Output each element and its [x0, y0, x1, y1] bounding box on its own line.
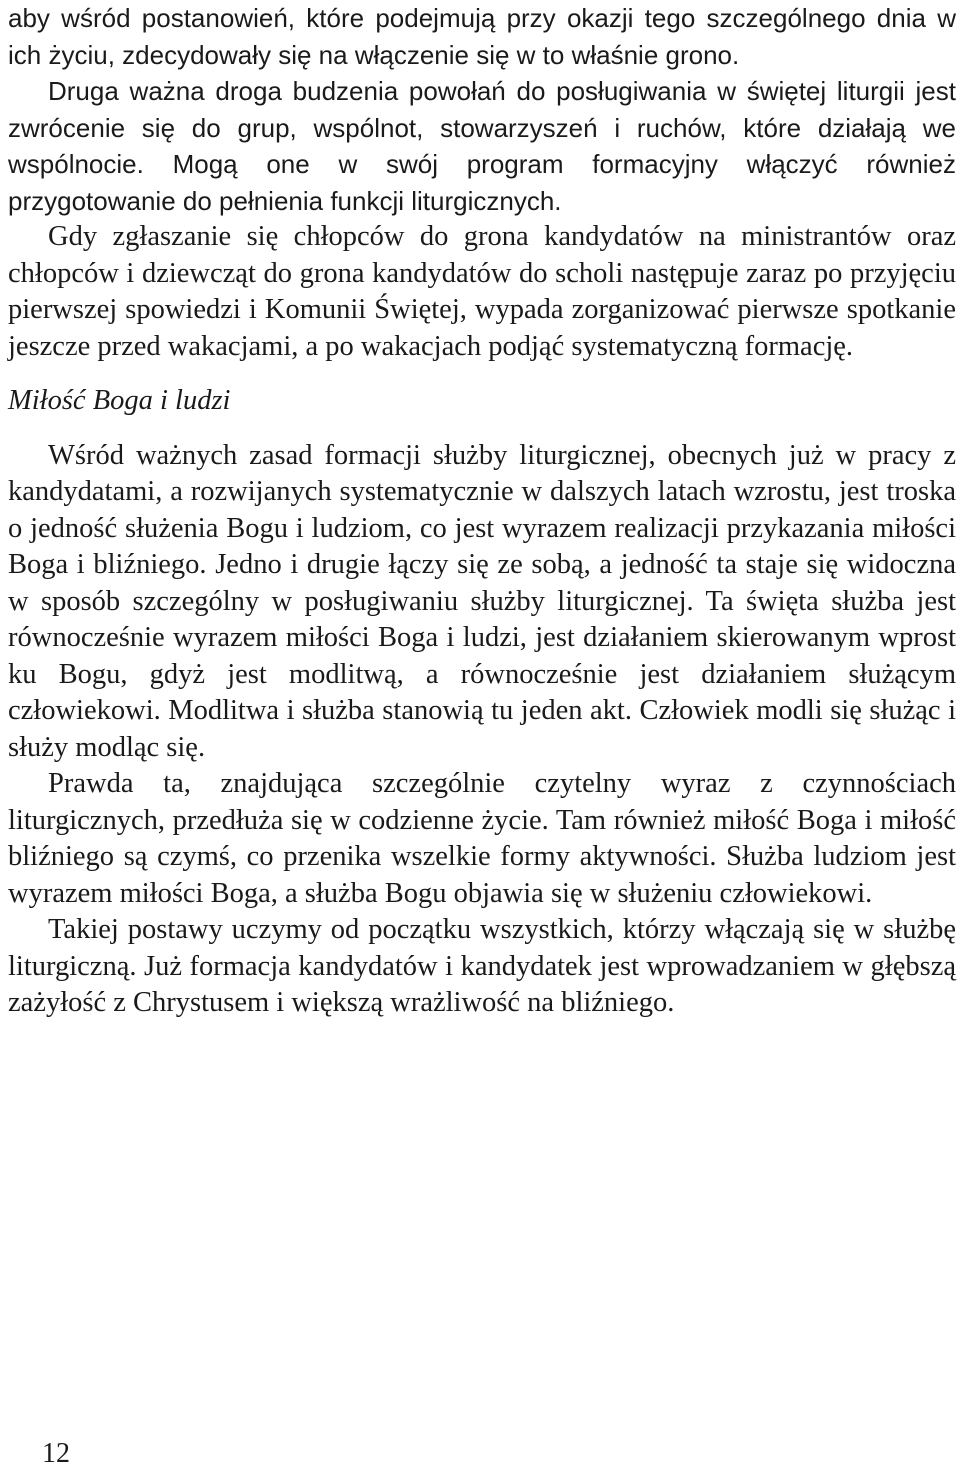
section-heading: Miłość Boga i ludzi: [8, 385, 231, 416]
page-number: 12: [42, 1438, 70, 1469]
text-body: [8, 0, 956, 1022]
paragraph-love-principles: Wśród ważnych zasad formacji służby liturgicznej, obecnych już w pracy z kandydatami, a rozwijanych systematycznie w dalszych latach wzrostu, jest troska o jedność służenia Bogu i ludziom, co jest wyrazem realizacji przykazania miłości Boga i bliźniego. Jedno i drugie łączy się ze sobą, a jedność ta staje się widoczna w sposób szczególny w posługiwaniu służby liturgicznej. Ta święta służba jest równocześnie wyrazem miłości Boga i ludzi, jest działaniem skierowanym wprost ku Bogu, gdyż jest modlitwą, a równocześnie jest działaniem służącym człowiekowi. Modlitwa i służba stanowią tu jeden akt. Człowiek modli się służąc i służy modląc się.: [8, 439, 956, 763]
paragraph-continuation: aby wśród postanowień, które podejmują przy okazji tego szczególnego dnia w ich życiu, zdecydowały się na włączenie się w to właśnie grono.: [8, 3, 956, 70]
paragraph-daily-life: Prawda ta, znajdująca szczególnie czytelny wyraz z czynnościach liturgicznych, przedłuża się w codzienne życie. Tam również miłość Boga i miłość bliźniego są czymś, co przenika wszelkie formy aktywności. Służba ludziom jest wyrazem miłości Boga, a służba Bogu objawia się w służeniu człowiekowi.: [8, 768, 956, 909]
paragraph-attitude: Takiej postawy uczymy od początku wszystkich, którzy włączają się w służbę liturgiczną. Już formacja kandydatów i kandydatek jest wprowadzaniem w głębszą zażyłość z Chrystusem i większą wrażliwość na bliźniego.: [8, 914, 956, 1018]
paragraph-candidates-formation: Gdy zgłaszanie się chłopców do grona kandydatów na ministrantów oraz chłopców i dziewcząt do grona kandydatów do scholi następuje zaraz po przyjęciu pierwszej spowiedzi i Komunii Świętej, wypada zorganizować pierwsze spotkanie jeszcze przed wakacjami, a po wakacjach podjąć systematyczną formację.: [8, 221, 956, 362]
paragraph-vocations-groups: Druga ważna droga budzenia powołań do posługiwania w świętej liturgii jest zwrócenie się do grup, wspólnot, stowarzyszeń i ruchów, które działają we wspólnocie. Mogą one w swój program formacyjny włączyć również przygotowanie do pełnienia funkcji liturgicznych.: [8, 76, 956, 216]
